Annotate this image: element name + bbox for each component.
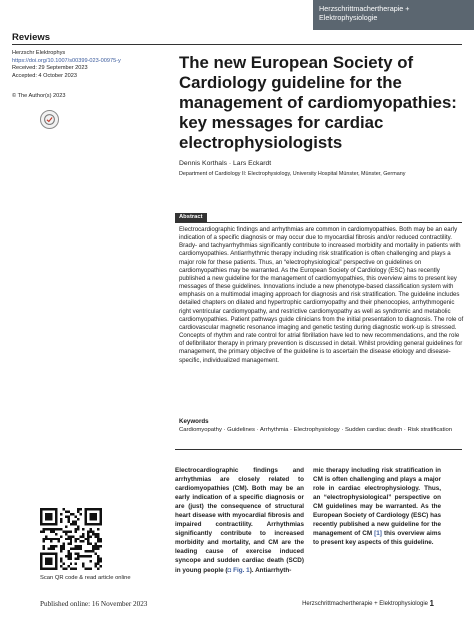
section-divider [12,44,462,45]
affiliation: Department of Cardiology II: Electrophysiology, University Hospital Münster, Münster, Germany [179,171,406,177]
article-title: The new European Society of Cardiology guideline for the management of cardiomyopathies: key messages for cardiac electrophysiologists [179,53,457,152]
keywords-label: Keywords [179,418,209,425]
accepted-date: Accepted: 4 October 2023 [12,72,77,79]
journal-tab-line1: Herzschrittmachertherapie + [319,4,410,13]
body-col1-text-a: Electrocardiographic findings and arrhythmias are closely related to cardiomyopathies (CM). Both may be an early indication of a specific diagnosis or are (just) the consequence of structural heart disease with myocardial fibrosis and impaired contractility. Arrhythmias significantly contribute to increased morbidity and mortality, and CM are the leading cause of exercise induced syncope and sudden cardiac death (SCD) in young people ( [175,467,304,574]
qr-caption: Scan QR code & read article online [40,575,131,581]
abstract-label: Abstract [175,213,207,222]
journal-tab-line2: Elektrophysiologie [319,13,378,22]
copyright: © The Author(s) 2023 [12,93,66,99]
check-for-updates-badge[interactable] [40,110,59,129]
check-updates-icon [43,113,56,126]
received-date: Received: 29 September 2023 [12,65,88,72]
doi-link[interactable]: https://doi.org/10.1007/s00399-023-00975-y [12,57,121,64]
body-column-1 [175,466,304,575]
body-column-2 [313,466,441,547]
keywords-divider [175,449,462,450]
body-col2-text-a: mic therapy including risk stratification in CM is often challenging and plays a major role in cardiac electrophysiology. Thus, an “electrophysiological” perspective on CM guidelines may be warranted. As the European Society of Cardiology (ESC) has recently published a new guideline for the management of CM [313,467,441,538]
page-number: 1 [429,599,434,608]
figure-1-link[interactable]: ◘ Fig. 1 [227,566,250,574]
qr-code-icon[interactable] [40,508,102,570]
footer-journal-name: Herzschrittmachertherapie + Elektrophysiologie [302,601,428,607]
body-col2-text-b: this overview aims to present key aspects of this guideline. [313,530,441,547]
keywords: Cardiomyopathy · Guidelines · Arrhythmia · Electrophysiology · Sudden cardiac death · Risk stratification [179,427,453,433]
body-col1-text-b: ). Antiarrhyth- [249,566,292,574]
abstract-divider [175,222,462,223]
reference-1-link[interactable]: [1] [374,530,382,538]
authors: Dennis Korthals · Lars Eckardt [179,160,272,167]
journal-short-name: Herzschr Elektrophys [12,50,66,56]
abstract-text: Electrocardiographic findings and arrhythmias are common in cardiomyopathies. Both may be an early indication of a specific diagnosis or may occur due to myocardial fibrosis and/or reduced contractility. Brady- and tachyarrhythmias significantly contribute to increased morbidity and mortality in patients with cardiomyopathies. Antiarrhythmic therapy including risk stratification is often challenging and plays a major role for these patients. Thus, an “electrophysiological” perspective on guidelines on cardiomyopathies may be warranted. As the European Society of Cardiology (ESC) has recently published a new guideline for the management of cardiomyopathies, this overview aims to present key messages of these guidelines. Innovations include a new phenotype-based classification system with emphasis on a multimodal imaging approach for diagnosis and risk stratification. The guideline includes detailed chapters on dilated and hypertrophic cardiomyopathy and their phenocopies, arrhythmogenic right ventricular cardiomyopathy, and restrictive cardiomyopathy as well as syndromic and metabolic cardiomyopathies. Patient pathways guide clinicians from the initial presentation to diagnosis. The role of cardiovascular magnetic resonance imaging and genetic testing during diagnostic work-up is stressed. Concepts of rhythm and rate control for atrial fibrillation have led to new recommendations, and the role of defibrillator therapy in primary prevention is discussed in detail. Whilst providing general guidelines for management, the primary objective of the guideline is to ascertain the disease etiology and disease-specific, individualized management. [179,226,464,364]
journal-tab [313,0,474,30]
section-label: Reviews [12,32,51,43]
published-online-date: Published online: 16 November 2023 [40,600,148,608]
article-meta [12,50,160,80]
